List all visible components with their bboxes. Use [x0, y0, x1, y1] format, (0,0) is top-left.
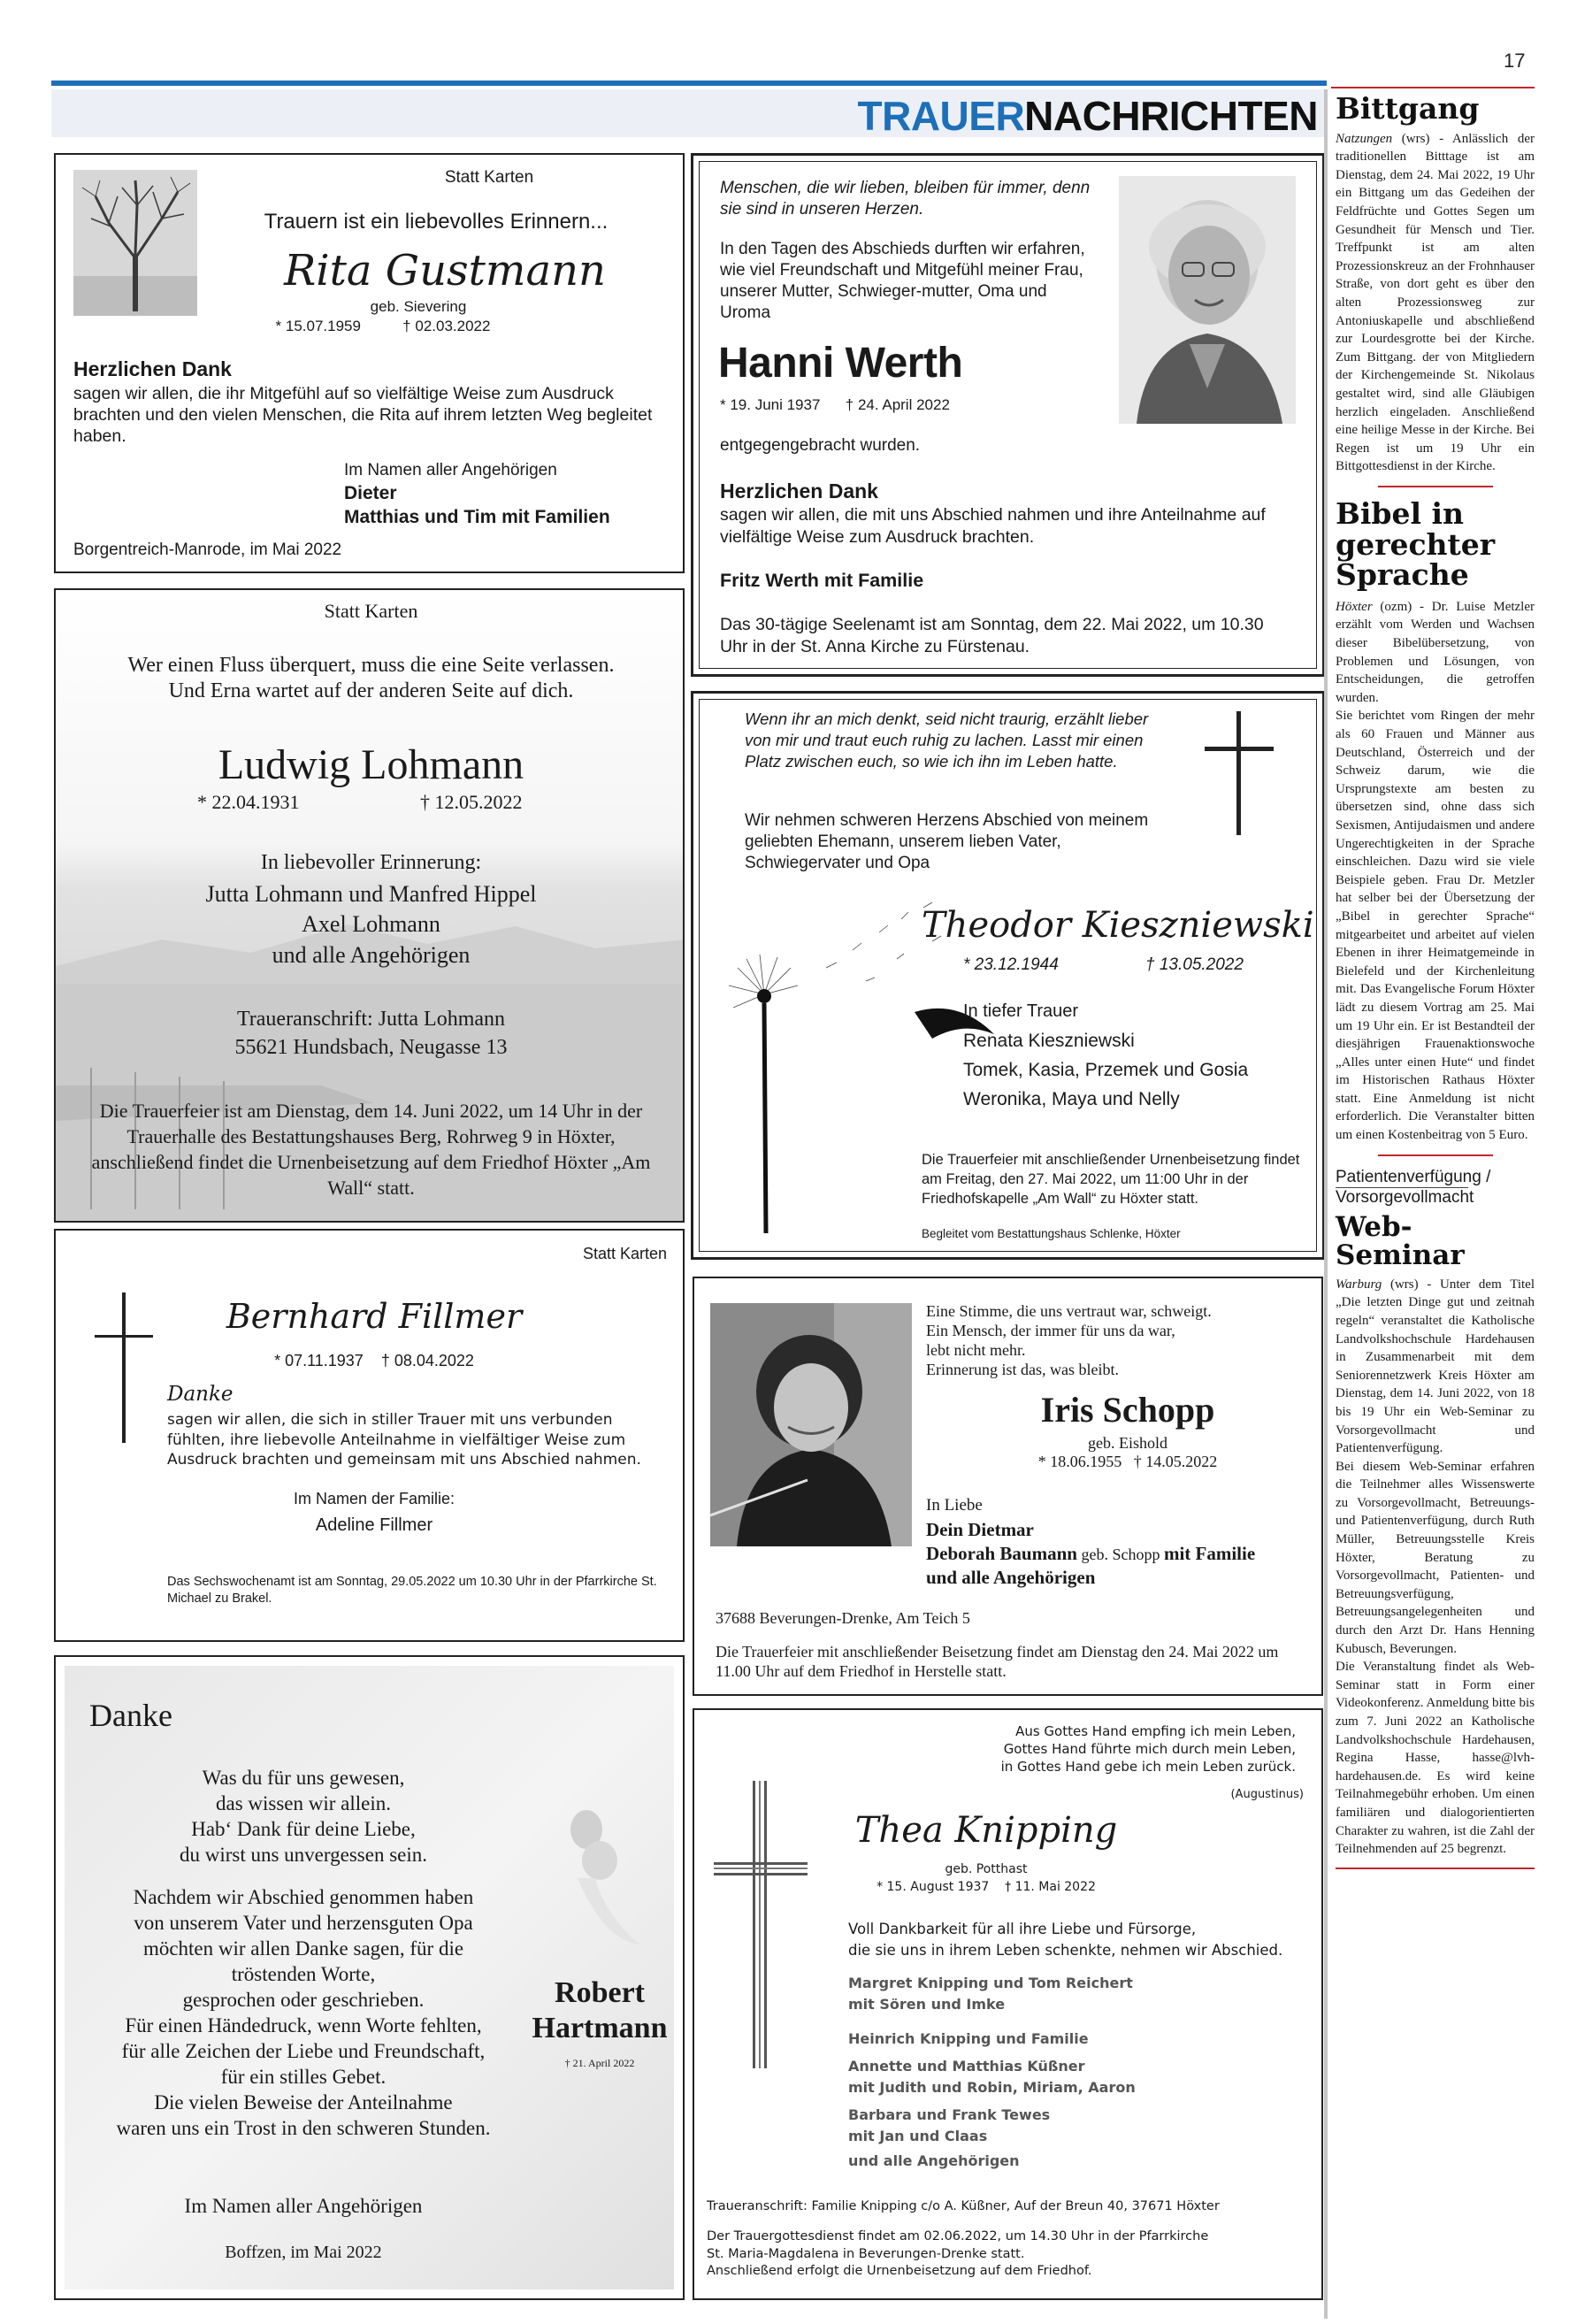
article-web-text-2: Bei diesem Web-Seminar erfahren die Teilnehmer alles Wissenswerte zu Vorsorgevollmacht, Betreuungs- und Patientenverfügung, durch Ruth Müller, Betreuungsstelle Kreis Höxter, Beratung zu Vorsorgevollmacht, Patienten- und Betreuungsverfügung, Betreuungsangelegenheiten und durch den Arzt Dr. Hans Henning Kubusch, Beverungen.: [1336, 1459, 1535, 1656]
iris-family-3: und alle Angehörigen: [926, 1567, 1096, 1588]
robert-name-2: Hartmann: [532, 2012, 668, 2044]
theodor-service: Die Trauerfeier mit anschließender Urnenbeisetzung findet am Freitag, den 27. Mai 2022, um 11:00 Uhr in der Friedhofskapelle „Am Wall“ zu Höxter statt.: [922, 1152, 1300, 1207]
thea-thanks: Voll Dankbarkeit für all ihre Liebe und Fürsorge, die sie uns in ihrem Leben schenkte, nehmen wir Abschied.: [848, 1921, 1283, 1959]
theodor-cross-icon: [1205, 711, 1274, 835]
hanni-family: Fritz Werth mit Familie: [720, 570, 924, 591]
thea-address: Traueranschrift: Familie Knipping c/o A. Küßner, Auf der Breun 40, 37671 Höxter: [707, 2199, 1220, 2213]
sidebar-border: [1324, 89, 1328, 2319]
bernhard-thanks-title: Danke: [167, 1383, 233, 1406]
rita-family-2: Matthias und Tim mit Familien: [344, 507, 610, 527]
robert-died: † 21. April 2022: [564, 2057, 635, 2069]
notice-thea-knipping: [693, 1708, 1323, 2300]
rita-family-1: Dieter: [344, 483, 397, 503]
hanni-name: Hanni Werth: [718, 340, 963, 387]
robert-name-1: Robert: [555, 1976, 645, 2009]
notice-theodor-kieszniewski: [691, 691, 1325, 1260]
rita-born-name: geb. Sievering: [370, 298, 467, 315]
theodor-born: * 23.12.1944: [963, 955, 1059, 974]
article-bittgang-lead: Natzungen: [1336, 131, 1393, 146]
thea-family-3: Annette und Matthias Küßner mit Judith und Robin, Miriam, Aaron: [848, 2058, 1136, 2096]
ludwig-family-1: Jutta Lohmann und Manfred Hippel: [205, 881, 537, 907]
sidebar-bottom-rule: [1336, 1868, 1535, 1869]
bernhard-cross-icon: [95, 1292, 153, 1443]
notice-ludwig-lohmann: [54, 588, 685, 1223]
bernhard-family-intro: Im Namen der Familie:: [293, 1490, 455, 1507]
hanni-dates: * 19. Juni 1937 † 24. April 2022: [720, 396, 950, 413]
robert-poem: Was du für uns gewesen, das wissen wir allein. Hab‘ Dank für deine Liebe, du wirst uns unvergessen sein.: [179, 1767, 428, 1866]
ludwig-top: Statt Karten: [324, 600, 418, 622]
sidebar-divider-1: [1378, 486, 1493, 487]
thea-family-2: Heinrich Knipping und Familie: [848, 2030, 1089, 2047]
bernhard-family: Adeline Fillmer: [315, 1515, 433, 1535]
hanni-thanks-title: Herzlichen Dank: [720, 479, 878, 502]
header-title: [858, 92, 1319, 140]
ludwig-name: Ludwig Lohmann: [218, 741, 524, 788]
header-title-blue: TRAUER: [857, 93, 1025, 139]
bernhard-top: Statt Karten: [582, 1245, 667, 1262]
rita-thanks-text: sagen wir allen, die ihr Mitgefühl auf so vielfältige Weise zum Ausdruck brachten und den vielen Menschen, die Rita auf ihrem letzten Weg begleitet haben.: [73, 384, 653, 446]
notice-hanni-werth: [691, 153, 1325, 677]
rita-top: Statt Karten: [444, 168, 534, 187]
theodor-name: Theodor Kieszniewski: [922, 905, 1314, 946]
thea-family-5: und alle Angehörigen: [848, 2152, 1020, 2169]
thea-quote: Aus Gottes Hand empfing ich mein Leben, Gottes Hand führte mich durch mein Leben, in Gottes Hand gebe ich mein Leben zurück.: [1000, 1723, 1296, 1775]
rita-dates: * 15.07.1959 † 02.03.2022: [275, 318, 491, 334]
article-bittgang-text: [1336, 130, 1535, 476]
robert-family: Im Namen aller Angehörigen: [184, 2195, 423, 2217]
iris-family-2a: Deborah Baumann: [926, 1543, 1077, 1564]
thea-born-name: geb. Potthast: [945, 1862, 1028, 1876]
notice-robert-hartmann: [54, 1655, 685, 2300]
article-bibel-body: (ozm) - Dr. Luise Metzler erzählt vom Werden und Wachsen dieser Bibelübersetzung, von Problemen und Lösungen, von Entscheidungen, die getroffen wurden.: [1336, 599, 1535, 705]
article-web-lead: Warburg: [1336, 1277, 1382, 1292]
ludwig-quote-1: Wer einen Fluss überquert, muss die eine Seite verlassen.: [127, 654, 615, 677]
theodor-died: † 13.05.2022: [1145, 955, 1244, 974]
rita-thanks-title: Herzlichen Dank: [73, 357, 232, 380]
thea-cross-icon: [714, 1781, 808, 2068]
article-bittgang-body: (wrs) - Anlässlich der traditionellen Bitttage ist am Dienstag, dem 24. Mai 2022, 19 Uhr ein Bittgang um das Gedeihen der Feldfrüchte und Gottes Segen um Gesundheit für Mensch und Tier. Treffpunkt ist am alten Prozessionskreuz an der Frohnhauser Straße, von dort geht es über den alten Prozessionsweg zur Antoniuskapelle und abschließend zur Lourdesgrotte bei der Kirche. Zum Bittgang. der von Mitgliedern der Kirchengemeinde St. Nikolaus gestaltet wird, sind alle Gläubigen herzlich eingeladen. Anschließend eine heilige Messe in der Kirche. Bei Regen ist um 19 Uhr ein Bittgottesdienst in der Kirche.: [1336, 131, 1535, 474]
robert-place: Boffzen, im Mai 2022: [225, 2243, 382, 2262]
iris-name: Iris Schopp: [1040, 1390, 1215, 1430]
tree-photo: [73, 170, 197, 316]
page-number: 17: [1504, 50, 1526, 72]
hanni-portrait: [1119, 176, 1296, 424]
iris-service: Die Trauerfeier mit anschließender Beisetzung findet am Dienstag den 24. Mai 2022 um 11.00 Uhr auf dem Friedhof in Herstelle statt.: [716, 1643, 1279, 1680]
robert-title: Danke: [89, 1698, 172, 1733]
dove-icon: [551, 1790, 648, 1949]
thea-family-4: Barbara und Frank Tewes mit Jan und Claas: [848, 2106, 1051, 2144]
theodor-intro: Wir nehmen schweren Herzens Abschied von meinem geliebten Ehemann, unserem lieben Vater, Schwiegervater und Opa: [745, 811, 1149, 872]
article-bibel-lead: Höxter: [1336, 599, 1373, 614]
theodor-quote: Wenn ihr an mich denkt, seid nicht traurig, erzählt lieber von mir und traut euch ruhig zu lachen. Lasst mir einen Platz zwischen euch, so wie ich ihn im Leben hatte.: [745, 709, 1149, 771]
theodor-undertaker: Begleitet vom Bestattungshaus Schlenke, Höxter: [922, 1227, 1181, 1240]
hanni-thanks-text: sagen wir allen, die mit uns Abschied nahmen und ihre Anteilnahme auf vielfältige Weise zum Ausdruck brachten.: [720, 505, 1266, 547]
notice-bernhard-fillmer: [54, 1229, 685, 1642]
bernhard-name: Bernhard Fillmer: [226, 1297, 523, 1336]
iris-dates: * 18.06.1955 † 14.05.2022: [1037, 1453, 1218, 1470]
header-rule: [51, 81, 1327, 86]
ludwig-service: Die Trauerfeier ist am Dienstag, dem 14. Juni 2022, um 14 Uhr in der Trauerhalle des Bestattungshauses Berg, Rohrweg 9 in Höxter, anschließend findet die Urnenbeisetzung auf dem Friedhof Höxter „Am Wall“ statt.: [91, 1100, 651, 1199]
article-web-text-3: Die Veranstaltung findet als Web-Seminar statt in Form einer Videokonferenz. Anmeldung bitte bis zum 7. Juni 2022 an Katholische Landvolkshochschule Hardehausen, Regina Hasse, hasse@lvh-hardehausen.de. Es wird keine Teilnahmegebühr erhoben. Um einen familiären und dialogorientierten Charakter zu wahren, ist die Zahl der Teilnehmenden auf 25 begrenzt.: [1336, 1660, 1535, 1857]
theodor-mourn-2: Tomek, Kasia, Przemek und Gosia: [963, 1060, 1249, 1080]
rita-family-intro: Im Namen aller Angehörigen: [344, 461, 557, 479]
sidebar-divider-2: [1378, 1154, 1493, 1156]
hanni-text2: entgegengebracht wurden.: [720, 436, 921, 455]
theodor-mourn-1: Renata Kieszniewski: [963, 1031, 1135, 1051]
iris-address: 37688 Beverungen-Drenke, Am Teich 5: [716, 1609, 970, 1627]
robert-text: Nachdem wir Abschied genommen haben von unserem Vater und herzensguten Opa möchten wir allen Danke sagen, für die tröstenden Worte, gesprochen oder geschrieben. Für einen Händedruck, wenn Worte fehlten, für alle Zeichen der Liebe und Freundschaft, für ein stilles Gebet. Die vielen Beweise der Anteilnahme waren uns ein Trost in den schweren Stunden.: [116, 1886, 491, 2139]
article-web-kicker-1: Patientenverfügung /: [1336, 1167, 1491, 1186]
iris-family-1: Dein Dietmar: [926, 1519, 1034, 1540]
iris-portrait: [710, 1303, 912, 1546]
article-bibel-title: Bibel in gerechter Sprache: [1336, 495, 1496, 593]
notice-iris-schopp: [693, 1277, 1323, 1696]
hanni-text1: In den Tagen des Abschieds durften wir erfahren, wie viel Freundschaft und Mitgefühl meiner Frau, unserer Mutter, Schwieger-mutter, Oma und Uroma: [720, 240, 1085, 322]
header-title-black: NACHRICHTEN: [1024, 93, 1318, 139]
theodor-mourn-3: Weronika, Maya und Nelly: [963, 1089, 1180, 1109]
sidebar-top-rule: [1331, 87, 1535, 88]
article-bibel-text: [1336, 598, 1535, 708]
notice-rita-gustmann: [54, 153, 685, 573]
iris-family-2b: geb. Schopp: [1076, 1545, 1164, 1563]
sidebar: [1336, 91, 1535, 1869]
ludwig-address-2: 55621 Hundsbach, Neugasse 13: [234, 1036, 508, 1059]
bernhard-service: Das Sechswochenamt ist am Sonntag, 29.05.2022 um 10.30 Uhr in der Pfarrkirche St. Michael zu Brakel.: [167, 1575, 657, 1606]
ludwig-address-1: Traueranschrift: Jutta Lohmann: [236, 1008, 506, 1031]
article-bibel-text-2: Sie berichtet vom Ringen der mehr als 60 Frauen und Männer aus Deutschland, Österreich und der Schweiz darum, wie die Ursprungstexte am besten zu übersetzen sind, ohne dass sich Sexismen, Antijudaismen und andere Ungerechtigkeiten in der Sprache einschleichen. Dazu wird sie viele Beispiele geben. Frau Dr. Metzler hat selber bei der Übersetzung der „Bibel in gerechter Sprache“ mitgearbeitet und arbeitet auf vielen Ebenen in ihrer Heimatgemeinde in Bielefeld und der Kirchenleitung mit. Das Evangelische Forum Höxter lädt zu diesem Vortrag am 25. Mai um 19 Uhr ein. Er ist Bestandteil der diesjährigen Frauenaktionswoche „Alles unter einen Hute“ und findet im Historischen Rathaus Höxter statt. Eine Anmeldung ist nicht erforderlich. Die Veranstalter bitten um einen Kostenbeitrag von 5 Euro.: [1336, 709, 1535, 1143]
thea-service: Der Trauergottesdienst findet am 02.06.2022, um 14.30 Uhr in der Pfarrkirche St. Maria-Magdalena in Beverungen-Drenke statt. Anschließend erfolgt die Urnenbeisetzung auf dem Friedhof.: [707, 2229, 1209, 2278]
iris-born-name: geb. Eishold: [1088, 1434, 1167, 1452]
ludwig-family-3: und alle Angehörigen: [272, 942, 471, 968]
article-web-kicker-2: Vorsorgevollmacht: [1336, 1187, 1474, 1207]
bernhard-thanks-text: sagen wir allen, die sich in stiller Trauer mit uns verbunden fühlten, ihre liebevolle Anteilnahme in vielfältiger Weise zum Ausdruck brachten und gemeinsam mit uns Abschied nahmen.: [167, 1411, 641, 1469]
rita-place: Borgentreich-Manrode, im Mai 2022: [73, 541, 342, 559]
bernhard-dates: * 07.11.1937 † 08.04.2022: [274, 1352, 474, 1369]
rita-headline: Trauern ist ein liebevolles Erinnern...: [264, 210, 609, 234]
hanni-service: Das 30-tägige Seelenamt ist am Sonntag, dem 22. Mai 2022, um 10.30 Uhr in der St. Anna Kirche zu Fürstenau.: [720, 615, 1264, 656]
iris-love: In Liebe: [926, 1496, 983, 1515]
article-bittgang-title: Bittgang: [1336, 91, 1480, 126]
theodor-mourn-intro: In tiefer Trauer: [963, 1001, 1079, 1021]
article-web-title: Web-Seminar: [1336, 1210, 1465, 1272]
iris-family-2: [926, 1543, 1255, 1565]
hanni-quote: Menschen, die wir lieben, bleiben für immer, denn sie sind in unseren Herzen.: [720, 179, 1091, 219]
article-web-body: (wrs) - Unter dem Titel „Die letzten Dinge gut und zeitnah regeln“ veranstaltet die Katholische Landvolkshochschule Hardehausen in Zusammenarbeit mit dem Seniorennetzwerk Kreis Höxter am Dienstag, dem 14. Juni 2022, von 18 bis 19 Uhr ein Web-Seminar zu Vorsorgevollmacht und Patientenverfügung.: [1336, 1277, 1535, 1456]
ludwig-died: † 12.05.2022: [420, 791, 523, 813]
ludwig-quote-2: Und Erna wartet auf der anderen Seite auf dich.: [168, 679, 574, 702]
ludwig-family-2: Axel Lohmann: [302, 911, 440, 937]
iris-family-2c: mit Familie: [1163, 1543, 1256, 1564]
thea-dates: * 15. August 1937 † 11. Mai 2022: [877, 1880, 1096, 1894]
thea-source: (Augustinus): [1230, 1788, 1304, 1801]
thea-name: Thea Knipping: [854, 1810, 1118, 1851]
iris-poem: Eine Stimme, die uns vertraut war, schweigt. Ein Mensch, der immer für uns da war, lebt nicht mehr. Erinnerung ist das, was bleibt.: [926, 1302, 1212, 1378]
ludwig-memory: In liebevoller Erinnerung:: [260, 851, 482, 874]
ludwig-born: * 22.04.1931: [197, 791, 300, 813]
rita-name: Rita Gustmann: [284, 246, 606, 295]
thea-family-1: Margret Knipping und Tom Reichert mit Sören und Imke: [848, 1975, 1133, 2013]
article-web-text: [1336, 1276, 1535, 1458]
